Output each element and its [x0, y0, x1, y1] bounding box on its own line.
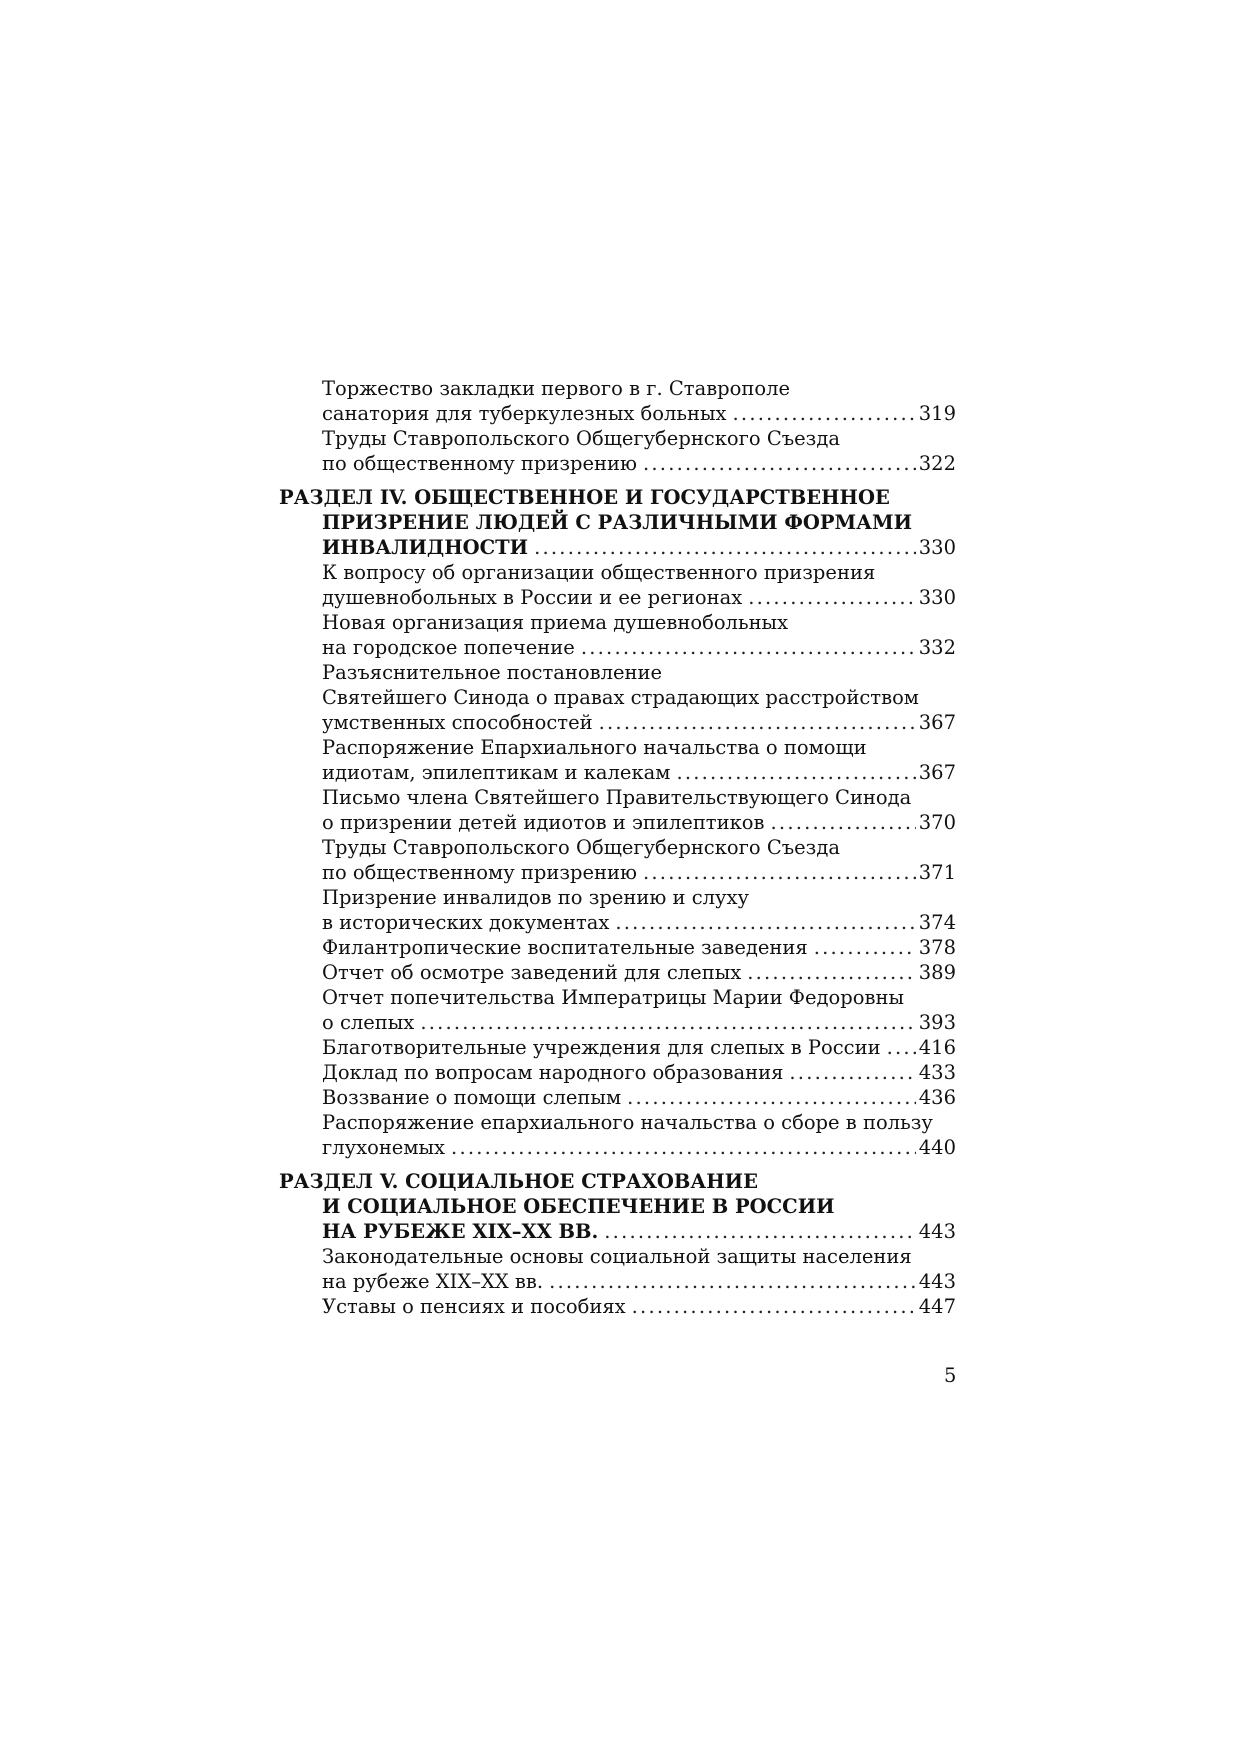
toc-page-number: 367 — [918, 761, 956, 784]
toc-entry-text: глухонемых — [322, 1136, 446, 1159]
toc-entry[interactable] — [279, 860, 956, 885]
toc-page-number: 393 — [918, 1011, 956, 1034]
dot-leader — [789, 1060, 915, 1085]
toc-entry-text: Труды Ставропольского Общегубернского Съезда — [322, 836, 840, 859]
toc-entry-text: Филантропические воспитательные заведения — [322, 936, 808, 959]
toc-entry[interactable] — [279, 935, 956, 960]
toc-page-number: 443 — [918, 1220, 956, 1243]
toc-page-number: 389 — [918, 961, 956, 984]
toc-entry[interactable] — [279, 1085, 956, 1110]
toc-page-number: 319 — [918, 402, 956, 425]
toc-entry[interactable] — [279, 1060, 956, 1085]
toc-entry-text: по общественному призрению — [322, 452, 637, 475]
toc-page-number: 378 — [918, 936, 956, 959]
toc-line — [279, 685, 956, 710]
dot-leader — [814, 935, 916, 960]
toc-entry-text: на городское попечение — [322, 636, 575, 659]
table-of-contents — [279, 376, 956, 1319]
toc-line — [279, 1110, 956, 1135]
toc-entry-text: Законодательные основы социальной защиты населения — [322, 1245, 912, 1268]
toc-line — [279, 376, 956, 401]
toc-page-number: 436 — [918, 1086, 956, 1109]
dot-leader — [451, 1135, 916, 1160]
toc-entry-text: о призрении детей идиотов и эпилептиков — [322, 811, 765, 834]
toc-entry-text: Отчет попечительства Императрицы Марии Федоровны — [322, 986, 905, 1009]
toc-entry-text: Воззвание о помощи слепым — [322, 1086, 622, 1109]
section-heading-entry[interactable] — [279, 1219, 956, 1244]
toc-entry-text: Благотворительные учреждения для слепых в России — [322, 1036, 881, 1059]
toc-page-number: 447 — [918, 1295, 956, 1318]
toc-entry-text: Письмо члена Святейшего Правительствующего Синода — [322, 786, 912, 809]
toc-entry-text: идиотам, эпилептикам и калекам — [322, 761, 671, 784]
section-heading-entry[interactable] — [279, 535, 956, 560]
toc-line — [279, 1244, 956, 1269]
dot-leader — [632, 1294, 916, 1319]
toc-page-number: 443 — [918, 1270, 956, 1293]
dot-leader — [676, 760, 915, 785]
toc-page-number: 330 — [918, 536, 956, 559]
toc-entry-text: в исторических документах — [322, 911, 610, 934]
toc-line — [279, 660, 956, 685]
toc-entry[interactable] — [279, 1135, 956, 1160]
toc-entry-text: на рубеже XIX–XX вв. — [322, 1270, 544, 1293]
section-heading — [279, 1169, 956, 1194]
dot-leader — [549, 1269, 916, 1294]
dot-leader — [627, 1085, 916, 1110]
section-heading-text: РАЗДЕЛ IV. ОБЩЕСТВЕННОЕ И ГОСУДАРСТВЕННОЕ — [279, 486, 890, 509]
toc-line — [279, 985, 956, 1010]
toc-line — [279, 610, 956, 635]
toc-entry[interactable] — [279, 401, 956, 426]
section-heading-text: ИНВАЛИДНОСТИ — [322, 536, 529, 559]
toc-line — [279, 426, 956, 451]
toc-entry-text: Уставы о пенсиях и пособиях — [322, 1295, 626, 1318]
dot-leader — [643, 451, 916, 476]
toc-entry-text: К вопросу об организации общественного призрения — [322, 561, 876, 584]
section-heading — [279, 1194, 956, 1219]
toc-entry-text: умственных способностей — [322, 711, 593, 734]
toc-page-number: 371 — [918, 861, 956, 884]
toc-line — [279, 885, 956, 910]
toc-entry[interactable] — [279, 810, 956, 835]
toc-entry-text: Святейшего Синода о правах страдающих расстройством — [322, 686, 919, 709]
toc-entry[interactable] — [279, 1010, 956, 1035]
toc-entry-text: о слепых — [322, 1011, 415, 1034]
toc-entry-text: Распоряжение Епархиального начальства о помощи — [322, 736, 867, 759]
toc-line — [279, 735, 956, 760]
toc-entry-text: Новая организация приема душевнобольных — [322, 611, 789, 634]
dot-leader — [733, 401, 916, 426]
toc-page-number: 330 — [918, 586, 956, 609]
dot-leader — [581, 635, 916, 660]
toc-line — [279, 835, 956, 860]
toc-entry-text: Распоряжение епархиального начальства о сборе в пользу — [322, 1111, 933, 1134]
toc-page-number: 322 — [918, 452, 956, 475]
toc-line — [279, 560, 956, 585]
toc-entry[interactable] — [279, 451, 956, 476]
toc-entry[interactable] — [279, 760, 956, 785]
dot-leader — [748, 585, 916, 610]
section-heading-text: НА РУБЕЖЕ XIX–XX ВВ. — [322, 1220, 599, 1243]
toc-entry[interactable] — [279, 710, 956, 735]
toc-entry-text: душевнобольных в России и ее регионах — [322, 586, 743, 609]
dot-leader — [747, 960, 916, 985]
toc-page-number: 416 — [918, 1036, 956, 1059]
toc-entry[interactable] — [279, 1269, 956, 1294]
section-heading — [279, 485, 956, 510]
toc-entry[interactable] — [279, 635, 956, 660]
dot-leader — [887, 1035, 916, 1060]
toc-entry[interactable] — [279, 1035, 956, 1060]
toc-page-number: 433 — [918, 1061, 956, 1084]
toc-entry[interactable] — [279, 1294, 956, 1319]
dot-leader — [599, 710, 916, 735]
dot-leader — [643, 860, 916, 885]
section-heading-text: И СОЦИАЛЬНОЕ ОБЕСПЕЧЕНИЕ В РОССИИ — [322, 1195, 835, 1218]
toc-entry-text: Труды Ставропольского Общегубернского Съезда — [322, 427, 840, 450]
section-heading-text: ПРИЗРЕНИЕ ЛЮДЕЙ С РАЗЛИЧНЫМИ ФОРМАМИ — [322, 511, 913, 534]
toc-page-number: 374 — [918, 911, 956, 934]
section-heading-text: РАЗДЕЛ V. СОЦИАЛЬНОЕ СТРАХОВАНИЕ — [279, 1170, 758, 1193]
toc-line — [279, 785, 956, 810]
toc-page-number: 367 — [918, 711, 956, 734]
toc-entry-text: Призрение инвалидов по зрению и слуху — [322, 886, 749, 909]
dot-leader — [604, 1219, 915, 1244]
toc-entry-text: Отчет об осмотре заведений для слепых — [322, 961, 742, 984]
section-heading — [279, 510, 956, 535]
toc-entry-text: Торжество закладки первого в г. Ставрополе — [322, 377, 791, 400]
page-number: 5 — [944, 1364, 957, 1387]
toc-page-number: 332 — [918, 636, 956, 659]
toc-entry-text: Разъяснительное постановление — [322, 661, 663, 684]
dot-leader — [534, 535, 916, 560]
toc-entry-text: Доклад по вопросам народного образования — [322, 1061, 784, 1084]
toc-entry[interactable] — [279, 585, 956, 610]
dot-leader — [615, 910, 915, 935]
dot-leader — [420, 1010, 915, 1035]
toc-entry-text: санатория для туберкулезных больных — [322, 402, 727, 425]
dot-leader — [771, 810, 916, 835]
toc-page-number: 440 — [918, 1136, 956, 1159]
toc-entry[interactable] — [279, 910, 956, 935]
toc-entry-text: по общественному призрению — [322, 861, 637, 884]
toc-entry[interactable] — [279, 960, 956, 985]
toc-page-number: 370 — [918, 811, 956, 834]
